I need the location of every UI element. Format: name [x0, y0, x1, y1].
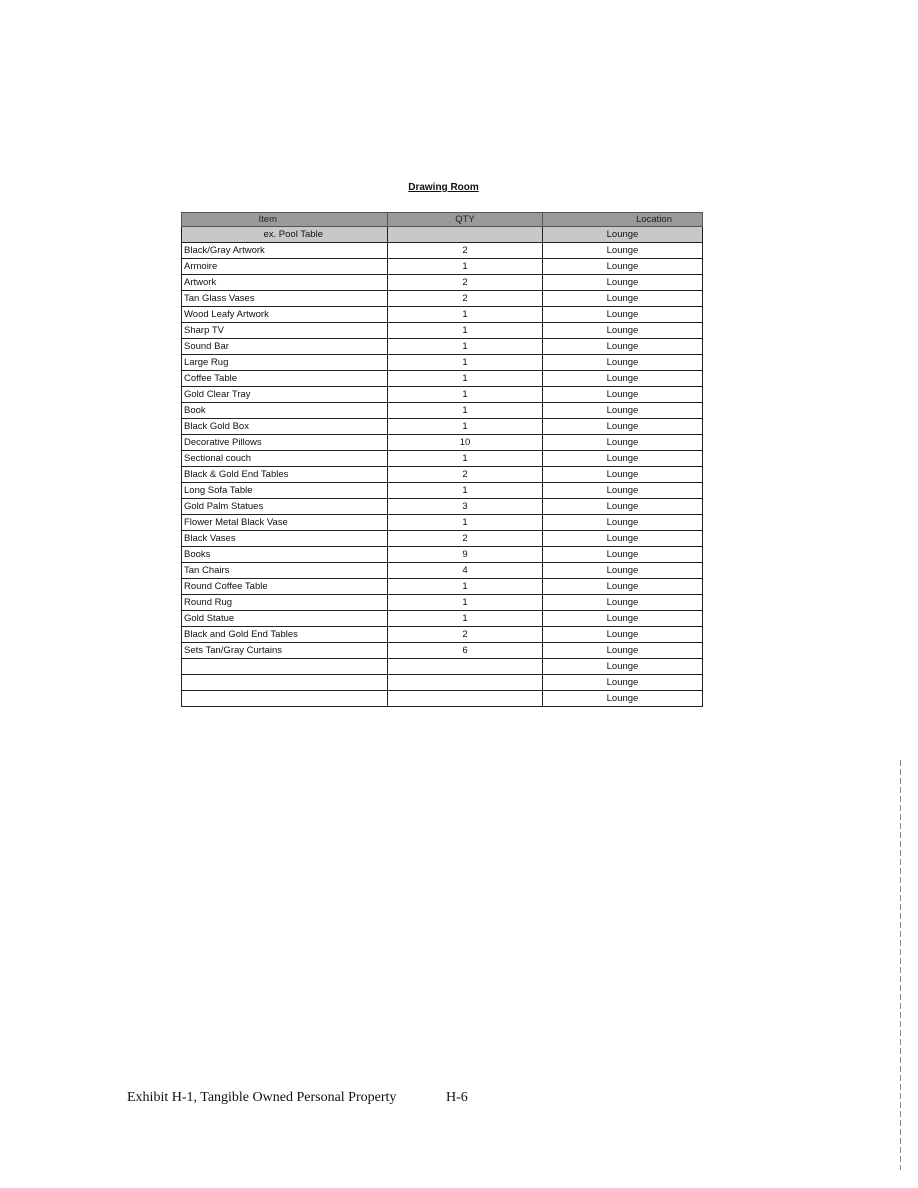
qty-cell: 1 [388, 611, 543, 627]
column-header-item: Item [182, 213, 388, 227]
item-cell: ex. Pool Table [182, 227, 388, 243]
table-row [182, 499, 703, 515]
item-cell: Black & Gold End Tables [182, 467, 388, 483]
table-row [182, 579, 703, 595]
column-header-qty: QTY [388, 213, 543, 227]
location-cell: Lounge [543, 387, 703, 403]
table-row [182, 451, 703, 467]
qty-cell: 2 [388, 531, 543, 547]
location-cell: Lounge [543, 419, 703, 435]
item-cell [182, 675, 388, 691]
table-row [182, 515, 703, 531]
location-cell: Lounge [543, 259, 703, 275]
location-cell: Lounge [543, 243, 703, 259]
table-row [182, 483, 703, 499]
item-cell [182, 691, 388, 707]
column-header-location: Location [543, 213, 703, 227]
qty-cell: 1 [388, 307, 543, 323]
location-cell: Lounge [543, 307, 703, 323]
table-row [182, 659, 703, 675]
qty-cell: 10 [388, 435, 543, 451]
qty-cell: 1 [388, 515, 543, 531]
item-cell: Tan Glass Vases [182, 291, 388, 307]
item-cell: Black/Gray Artwork [182, 243, 388, 259]
qty-cell: 1 [388, 419, 543, 435]
location-cell: Lounge [543, 691, 703, 707]
table-row [182, 387, 703, 403]
qty-cell: 1 [388, 387, 543, 403]
location-cell: Lounge [543, 611, 703, 627]
qty-cell: 1 [388, 579, 543, 595]
location-cell: Lounge [543, 659, 703, 675]
location-cell: Lounge [543, 563, 703, 579]
qty-cell [388, 691, 543, 707]
qty-cell [388, 227, 543, 243]
qty-cell: 2 [388, 291, 543, 307]
location-cell: Lounge [543, 291, 703, 307]
qty-cell: 3 [388, 499, 543, 515]
item-cell: Gold Statue [182, 611, 388, 627]
qty-cell: 2 [388, 243, 543, 259]
item-cell: Large Rug [182, 355, 388, 371]
qty-cell: 1 [388, 323, 543, 339]
item-cell: Black Gold Box [182, 419, 388, 435]
table-row [182, 339, 703, 355]
qty-cell [388, 659, 543, 675]
item-cell: Armoire [182, 259, 388, 275]
table-row [182, 307, 703, 323]
table-row [182, 419, 703, 435]
location-cell: Lounge [543, 579, 703, 595]
qty-cell: 9 [388, 547, 543, 563]
location-cell: Lounge [543, 275, 703, 291]
item-cell: Flower Metal Black Vase [182, 515, 388, 531]
item-cell: Gold Palm Statues [182, 499, 388, 515]
item-cell: Decorative Pillows [182, 435, 388, 451]
footer-page-number: H-6 [446, 1090, 468, 1105]
location-cell: Lounge [543, 515, 703, 531]
table-row [182, 275, 703, 291]
item-cell: Wood Leafy Artwork [182, 307, 388, 323]
location-cell: Lounge [543, 675, 703, 691]
qty-cell: 2 [388, 467, 543, 483]
qty-cell: 1 [388, 355, 543, 371]
location-cell: Lounge [543, 531, 703, 547]
location-cell: Lounge [543, 499, 703, 515]
item-cell: Round Rug [182, 595, 388, 611]
table-row [182, 531, 703, 547]
qty-cell: 4 [388, 563, 543, 579]
location-cell: Lounge [543, 403, 703, 419]
footer-exhibit-label: Exhibit H-1, Tangible Owned Personal Property [127, 1090, 397, 1105]
location-cell: Lounge [543, 227, 703, 243]
item-cell: Sharp TV [182, 323, 388, 339]
item-cell: Coffee Table [182, 371, 388, 387]
location-cell: Lounge [543, 595, 703, 611]
qty-cell: 6 [388, 643, 543, 659]
table-row [182, 643, 703, 659]
table-row [182, 563, 703, 579]
table-header-row [182, 213, 703, 227]
qty-cell: 1 [388, 371, 543, 387]
qty-cell: 2 [388, 275, 543, 291]
qty-cell: 1 [388, 595, 543, 611]
qty-cell: 1 [388, 403, 543, 419]
location-cell: Lounge [543, 627, 703, 643]
location-cell: Lounge [543, 323, 703, 339]
item-cell: Long Sofa Table [182, 483, 388, 499]
table-row [182, 627, 703, 643]
location-cell: Lounge [543, 483, 703, 499]
item-cell: Sectional couch [182, 451, 388, 467]
location-cell: Lounge [543, 435, 703, 451]
location-cell: Lounge [543, 371, 703, 387]
table-row [182, 675, 703, 691]
table-row [182, 467, 703, 483]
qty-cell: 2 [388, 627, 543, 643]
item-cell: Gold Clear Tray [182, 387, 388, 403]
item-cell: Tan Chairs [182, 563, 388, 579]
item-cell: Sets Tan/Gray Curtains [182, 643, 388, 659]
item-cell: Artwork [182, 275, 388, 291]
inventory-table [181, 212, 703, 707]
location-cell: Lounge [543, 451, 703, 467]
item-cell: Book [182, 403, 388, 419]
table-row [182, 595, 703, 611]
table-row [182, 691, 703, 707]
table-row [182, 403, 703, 419]
table-row [182, 355, 703, 371]
item-cell: Black Vases [182, 531, 388, 547]
table-row [182, 323, 703, 339]
location-cell: Lounge [543, 339, 703, 355]
qty-cell: 1 [388, 483, 543, 499]
qty-cell [388, 675, 543, 691]
location-cell: Lounge [543, 467, 703, 483]
table-row [182, 435, 703, 451]
item-cell: Black and Gold End Tables [182, 627, 388, 643]
qty-cell: 1 [388, 339, 543, 355]
qty-cell: 1 [388, 259, 543, 275]
table-row [182, 243, 703, 259]
scan-edge-artifact [900, 760, 901, 1170]
table-row [182, 547, 703, 563]
item-cell: Round Coffee Table [182, 579, 388, 595]
qty-cell: 1 [388, 451, 543, 467]
location-cell: Lounge [543, 643, 703, 659]
item-cell: Books [182, 547, 388, 563]
item-cell: Sound Bar [182, 339, 388, 355]
location-cell: Lounge [543, 355, 703, 371]
table-row [182, 291, 703, 307]
table-row [182, 611, 703, 627]
item-cell [182, 659, 388, 675]
location-cell: Lounge [543, 547, 703, 563]
table-row [182, 227, 703, 243]
inventory-body [182, 227, 703, 707]
table-row [182, 371, 703, 387]
page-title: Drawing Room [408, 182, 479, 193]
table-row [182, 259, 703, 275]
